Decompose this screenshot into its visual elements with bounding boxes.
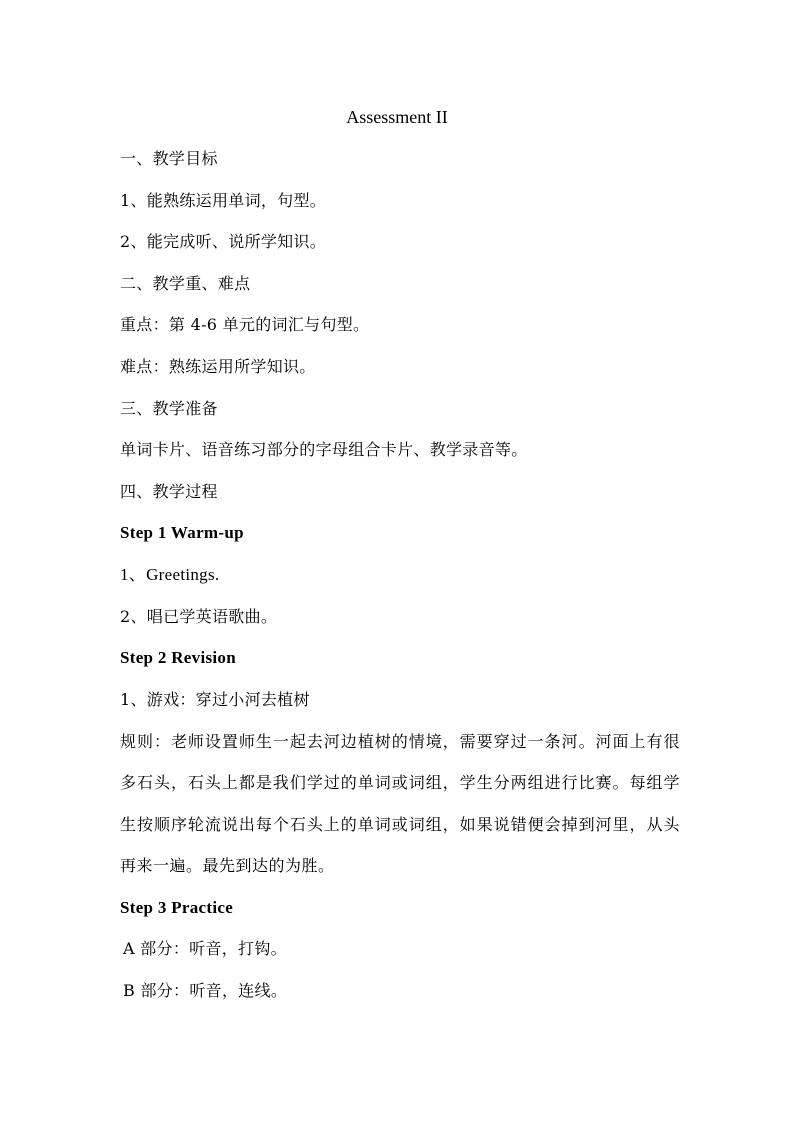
rule-paragraph: 规则：老师设置师生一起去河边植树的情境，需要穿过一条河。河面上有很多石头，石头上都是我们学过的单词或词组，学生分两组进行比赛。每组学生按顺序轮流说出每个石头上的单词或词组，如果说错便会掉到河里，从头再来一遍。最先到达的为胜。 (120, 731, 680, 876)
objective-item: 2、能完成听、说所学知识。 (120, 232, 327, 252)
step-item: 2、唱已学英语歌曲。 (120, 606, 278, 626)
preparation-text: 单词卡片、语音练习部分的字母组合卡片、教学录音等。 (120, 440, 528, 460)
section-heading-objectives: 一、教学目标 (120, 149, 218, 168)
step-heading: Step 3 Practice (120, 897, 234, 917)
difficulty-text: 难点：熟练运用所学知识。 (120, 356, 316, 376)
step-item: 1、游戏：穿过小河去植树 (120, 689, 310, 709)
key-point-text: 重点：第 4-6 单元的词汇与句型。 (120, 315, 370, 335)
step-heading: Step 1 Warm-up (120, 523, 244, 543)
section-heading-preparation: 三、教学准备 (120, 398, 218, 418)
section-heading-key-points: 二、教学重、难点 (120, 273, 251, 293)
step-item: 1、Greetings. (120, 564, 220, 584)
section-heading-process: 四、教学过程 (120, 481, 218, 501)
document-body (120, 146, 680, 1019)
practice-item: B 部分：听音，连线。 (123, 980, 288, 1000)
document-title: Assessment II (346, 107, 448, 127)
step-heading: Step 2 Revision (120, 648, 236, 668)
objective-item: 1、能熟练运用单词，句型。 (120, 190, 327, 210)
practice-item: A 部分：听音，打钩。 (123, 939, 287, 959)
